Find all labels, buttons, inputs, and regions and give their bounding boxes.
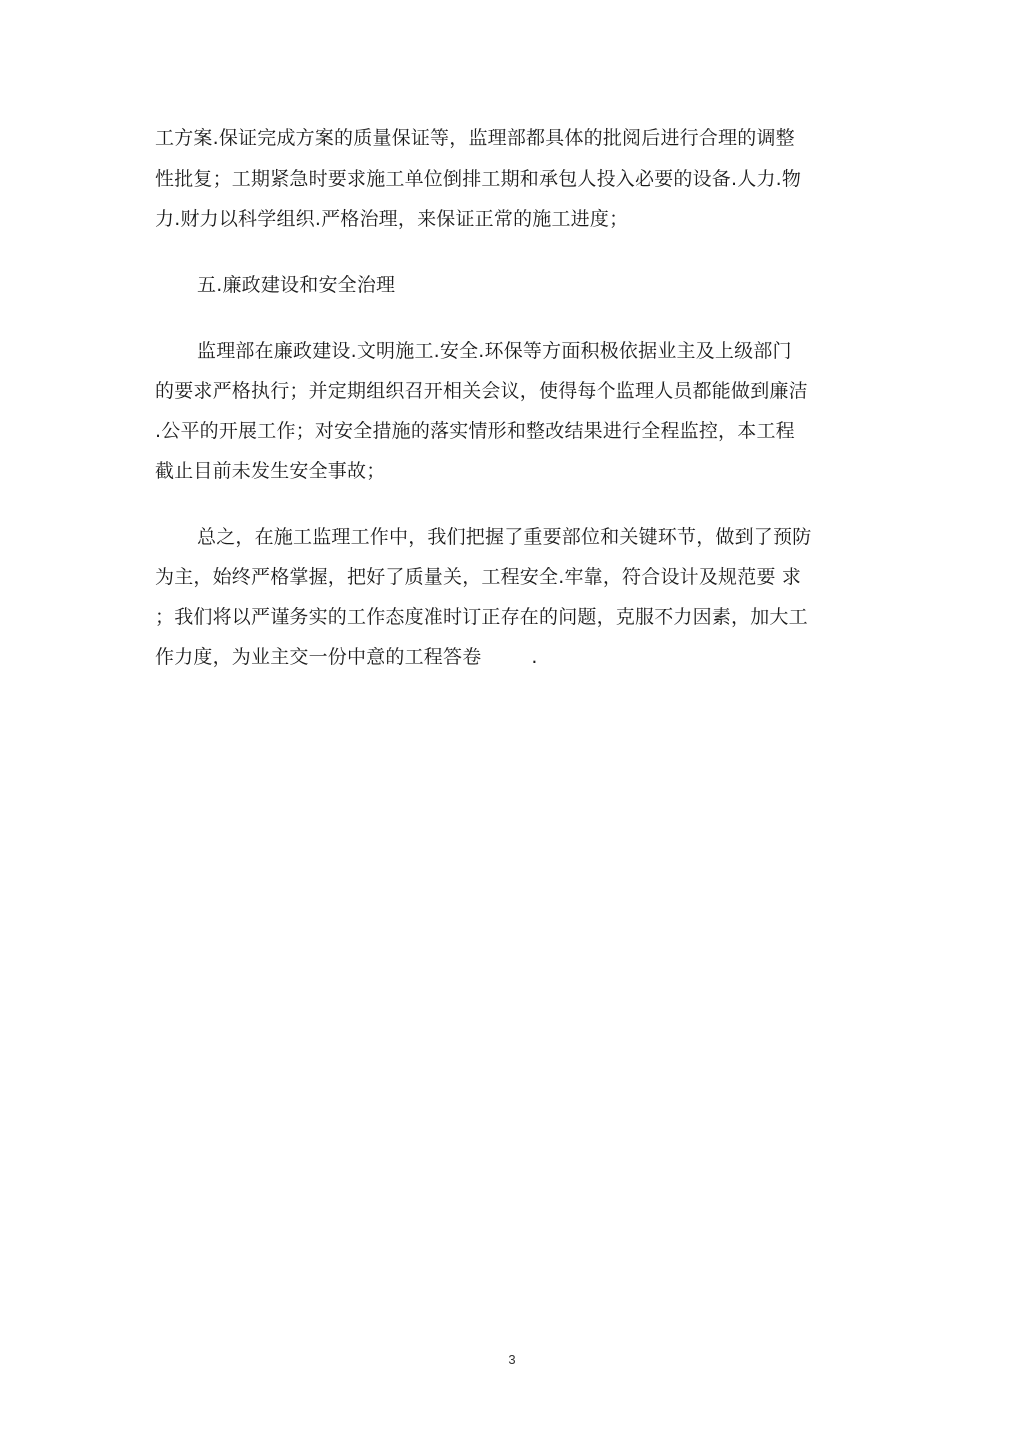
paragraph-line: 性批复；工期紧急时要求施工单位倒排工期和承包人投入必要的设备.人力.物 — [155, 168, 802, 190]
paragraph-line: 监理部在廉政建设.文明施工.安全.环保等方面积极依据业主及上级部门 — [197, 340, 792, 362]
paragraph-line: ；我们将以严谨务实的工作态度准时订正存在的问题，克服不力因素，加大工 — [155, 606, 808, 628]
paragraph-line: 力.财力以科学组织.严格治理，来保证正常的施工进度； — [155, 208, 629, 230]
paragraph-line: 工方案.保证完成方案的质量保证等，监理部都具体的批阅后进行合理的调整 — [155, 127, 795, 149]
paragraph-line: 总之，在施工监理工作中，我们把握了重要部位和关键环节，做到了预防 — [197, 526, 812, 548]
section-heading: 五.廉政建设和安全治理 — [197, 274, 396, 296]
paragraph-line: 作力度，为业主交一份中意的工程答卷 . — [155, 646, 538, 668]
paragraph-line: 的要求严格执行；并定期组织召开相关会议，使得每个监理人员都能做到廉洁 — [155, 380, 808, 402]
paragraph-line: .公平的开展工作；对安全措施的落实情形和整改结果进行全程监控，本工程 — [155, 420, 795, 442]
paragraph-line: 为主，始终严格掌握，把好了质量关，工程安全.牢靠，符合设计及规范要 求 — [155, 566, 802, 588]
paragraph-line: 截止目前未发生安全事故； — [155, 460, 386, 482]
page-number: 3 — [508, 1352, 516, 1367]
